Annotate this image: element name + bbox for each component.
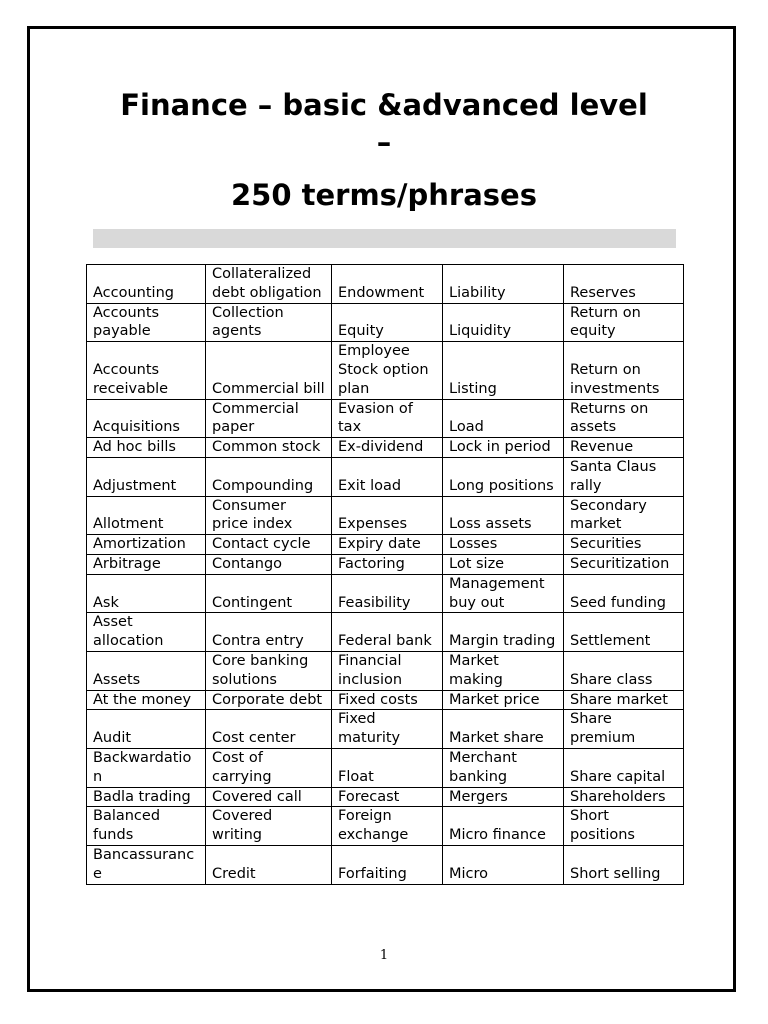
table-cell: Cost of carrying: [206, 748, 332, 787]
table-cell: Asset allocation: [87, 613, 206, 652]
table-cell: Consumer price index: [206, 496, 332, 535]
table-cell: Employee Stock option plan: [332, 342, 443, 399]
table-row: [87, 710, 684, 749]
table-row: [87, 535, 684, 555]
table-cell: Reserves: [564, 265, 684, 304]
table-cell: Share market: [564, 690, 684, 710]
table-row: [87, 787, 684, 807]
table-cell: Badla trading: [87, 787, 206, 807]
table-cell: Equity: [332, 303, 443, 342]
table-row: [87, 651, 684, 690]
table-row: [87, 265, 684, 304]
table-cell: Fixed costs: [332, 690, 443, 710]
table-cell: Load: [443, 399, 564, 438]
table-cell: Collateralized debt obligation: [206, 265, 332, 304]
table-cell: Endowment: [332, 265, 443, 304]
table-cell: Listing: [443, 342, 564, 399]
table-cell: Lot size: [443, 554, 564, 574]
table-cell: Amortization: [87, 535, 206, 555]
table-cell: Liquidity: [443, 303, 564, 342]
table-cell: Revenue: [564, 438, 684, 458]
table-row: [87, 496, 684, 535]
table-cell: Margin trading: [443, 613, 564, 652]
table-row: [87, 613, 684, 652]
table-cell: Commercial bill: [206, 342, 332, 399]
table-row: [87, 748, 684, 787]
table-cell: Market price: [443, 690, 564, 710]
table-cell: Collection agents: [206, 303, 332, 342]
table-cell: Micro finance: [443, 807, 564, 846]
table-row: [87, 342, 684, 399]
table-cell: Liability: [443, 265, 564, 304]
terms-table-body: [87, 265, 684, 885]
table-row: [87, 845, 684, 884]
table-cell: Backwardation: [87, 748, 206, 787]
table-row: [87, 554, 684, 574]
table-cell: Accounts payable: [87, 303, 206, 342]
table-cell: Merchant banking: [443, 748, 564, 787]
table-cell: Balanced funds: [87, 807, 206, 846]
table-cell: Short positions: [564, 807, 684, 846]
table-cell: Factoring: [332, 554, 443, 574]
table-cell: Share capital: [564, 748, 684, 787]
table-cell: Share premium: [564, 710, 684, 749]
table-cell: Float: [332, 748, 443, 787]
table-cell: Market making: [443, 651, 564, 690]
table-cell: Return on investments: [564, 342, 684, 399]
table-cell: Ex-dividend: [332, 438, 443, 458]
table-cell: Management buy out: [443, 574, 564, 613]
table-cell: Short selling: [564, 845, 684, 884]
table-cell: Loss assets: [443, 496, 564, 535]
table-cell: Share class: [564, 651, 684, 690]
table-cell: Market share: [443, 710, 564, 749]
table-cell: Bancassurance: [87, 845, 206, 884]
table-cell: Corporate debt: [206, 690, 332, 710]
terms-table: [86, 264, 684, 885]
table-cell: Santa Claus rally: [564, 457, 684, 496]
table-row: [87, 438, 684, 458]
table-cell: Covered call: [206, 787, 332, 807]
grey-divider-bar: [93, 229, 676, 248]
table-cell: Accounting: [87, 265, 206, 304]
table-cell: Ask: [87, 574, 206, 613]
table-cell: Feasibility: [332, 574, 443, 613]
table-cell: Return on equity: [564, 303, 684, 342]
table-cell: Lock in period: [443, 438, 564, 458]
table-cell: Fixed maturity: [332, 710, 443, 749]
table-cell: Exit load: [332, 457, 443, 496]
table-row: [87, 457, 684, 496]
table-row: [87, 303, 684, 342]
title-line-2: –: [376, 125, 392, 159]
table-cell: Secondary market: [564, 496, 684, 535]
table-cell: Arbitrage: [87, 554, 206, 574]
table-cell: Credit: [206, 845, 332, 884]
table-cell: Evasion of tax: [332, 399, 443, 438]
table-cell: Compounding: [206, 457, 332, 496]
table-cell: Settlement: [564, 613, 684, 652]
title-line-1: Finance – basic &advanced level: [120, 88, 648, 122]
table-cell: Securities: [564, 535, 684, 555]
table-cell: Contact cycle: [206, 535, 332, 555]
table-cell: Accounts receivable: [87, 342, 206, 399]
table-cell: Contingent: [206, 574, 332, 613]
table-cell: Mergers: [443, 787, 564, 807]
table-cell: Allotment: [87, 496, 206, 535]
table-cell: Securitization: [564, 554, 684, 574]
table-cell: Losses: [443, 535, 564, 555]
table-cell: Commercial paper: [206, 399, 332, 438]
table-cell: Micro: [443, 845, 564, 884]
table-cell: Ad hoc bills: [87, 438, 206, 458]
table-cell: Adjustment: [87, 457, 206, 496]
table-cell: Audit: [87, 710, 206, 749]
table-cell: Covered writing: [206, 807, 332, 846]
table-cell: Federal bank: [332, 613, 443, 652]
table-cell: Shareholders: [564, 787, 684, 807]
table-cell: Cost center: [206, 710, 332, 749]
table-cell: Core banking solutions: [206, 651, 332, 690]
table-cell: Long positions: [443, 457, 564, 496]
table-row: [87, 690, 684, 710]
table-cell: Contra entry: [206, 613, 332, 652]
table-cell: Foreign exchange: [332, 807, 443, 846]
table-cell: Forfaiting: [332, 845, 443, 884]
table-cell: Financial inclusion: [332, 651, 443, 690]
table-row: [87, 574, 684, 613]
table-cell: Acquisitions: [87, 399, 206, 438]
table-cell: At the money: [87, 690, 206, 710]
table-cell: Expenses: [332, 496, 443, 535]
table-cell: Returns on assets: [564, 399, 684, 438]
table-cell: Contango: [206, 554, 332, 574]
table-cell: Forecast: [332, 787, 443, 807]
title-line-3: 250 terms/phrases: [230, 178, 537, 212]
table-cell: Assets: [87, 651, 206, 690]
table-cell: Expiry date: [332, 535, 443, 555]
table-row: [87, 807, 684, 846]
table-cell: Common stock: [206, 438, 332, 458]
page-number: 1: [379, 948, 389, 963]
table-cell: Seed funding: [564, 574, 684, 613]
table-row: [87, 399, 684, 438]
